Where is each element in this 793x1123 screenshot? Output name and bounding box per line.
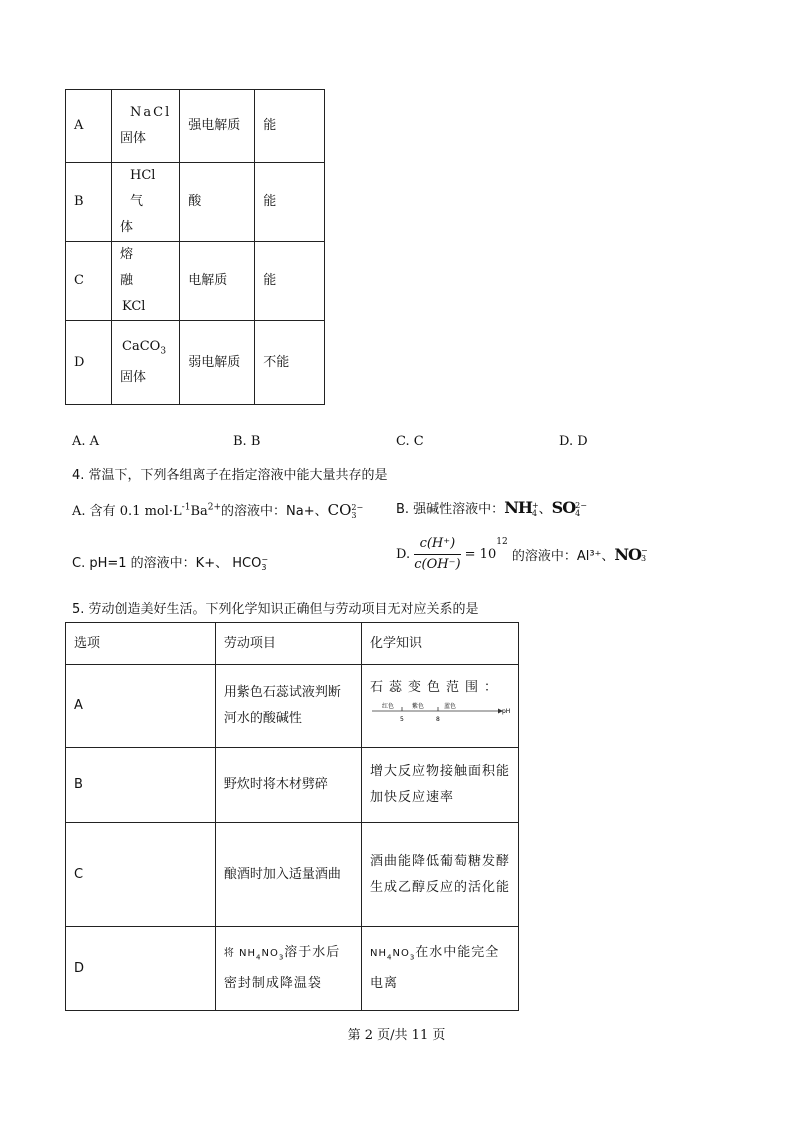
category-cell: 酸 [180, 163, 255, 242]
row-label: B [66, 163, 112, 242]
q4-option-a [72, 500, 363, 520]
category-cell: 弱电解质 [180, 321, 255, 405]
q3-row-b [66, 163, 325, 242]
formula-subscript: 3 [160, 346, 167, 357]
q4-b-ion2: SO [551, 498, 576, 517]
q3-row-d [66, 321, 325, 405]
q4-c-prefix: C. pH=1 的溶液中：K+、 HCO [72, 556, 262, 571]
q4-c-ion-charge: − 3 [261, 554, 269, 572]
substance-line1: NaCl [130, 105, 172, 120]
knowledge-cell: 增大反应物接触面积能加快反应速率 [362, 748, 519, 823]
sub-3: 3 [409, 953, 416, 962]
sub-4: 4 [256, 953, 262, 962]
q3-option-b: B. B [233, 434, 261, 449]
substance-cell [112, 90, 180, 163]
q4-a-prefix: A. 含有 0.1 mol·L [72, 504, 182, 519]
label-blue: 蓝色 [444, 703, 457, 710]
litmus-ph-scale [370, 701, 510, 727]
knowledge-cell [362, 927, 519, 1011]
knowledge-post: 在水中能完全电离 [370, 945, 500, 991]
q5-stem: 5. 劳动创造美好生活。下列化学知识正确但与劳动项目无对应关系的是 [72, 602, 479, 617]
q3-option-d: D. D [559, 434, 588, 449]
header-knowledge: 化学知识 [362, 623, 519, 665]
q3-table [65, 89, 325, 405]
answer-cell: 能 [255, 90, 325, 163]
substance-line1: HCl 气 [130, 168, 156, 209]
q3-option-a: A. A [72, 434, 100, 449]
substance-line2: 固体 [120, 131, 147, 146]
knowledge-pre: NH [370, 948, 387, 960]
header-option: 选项 [66, 623, 216, 665]
project-mid: NO [261, 948, 279, 960]
tick-label-8: 8 [436, 716, 440, 723]
substance-cell [112, 242, 180, 321]
row-label: B [66, 748, 216, 823]
q4-d-exp: 12 [496, 537, 508, 547]
q4-a-ion-charge: 2− 3 [351, 502, 364, 520]
q3-row-c [66, 242, 325, 321]
q4-b-sep: 、 [538, 502, 552, 517]
q5-row-a [66, 665, 519, 748]
row-label: C [66, 242, 112, 321]
q4-b-ion1-charge: + 4 [531, 500, 539, 518]
q4-a-sup: -1 [181, 502, 191, 513]
q5-row-c [66, 823, 519, 927]
project-cell: 野炊时将木材劈碎 [215, 748, 361, 823]
q4-a-ion: CO [327, 501, 352, 519]
q4-d-ion: NO [614, 545, 641, 564]
project-cell: 酿酒时加入适量酒曲 [215, 823, 361, 927]
q4-option-b [396, 498, 587, 518]
q5-row-b [66, 748, 519, 823]
substance-line2: 固体 [120, 369, 147, 385]
answer-cell: 能 [255, 242, 325, 321]
page-footer: 第 2 页/共 11 页 [347, 1028, 446, 1043]
project-cell: 用紫色石蕊试液判断河水的酸碱性 [215, 665, 361, 748]
knowledge-cell [362, 665, 519, 748]
q4-d-prefix: D. [396, 547, 411, 562]
tick-label-5: 5 [400, 716, 404, 723]
q4-d-denominator: c(OH⁻) [414, 557, 461, 572]
q5-header-row [66, 623, 519, 665]
knowledge-mid: NO [392, 948, 410, 960]
substance-line2: KCl [122, 299, 146, 314]
q4-stem: 4. 常温下，下列各组离子在指定溶液中能大量共存的是 [72, 468, 388, 483]
q5-row-d [66, 927, 519, 1011]
q4-a-mid: Ba [190, 504, 208, 519]
q4-a-suffix: 的溶液中：Na+、 [221, 504, 328, 519]
row-label: C [66, 823, 216, 927]
substance-cell [112, 163, 180, 242]
q4-b-ion1: NH [504, 498, 532, 517]
substance-line2: 体 [120, 220, 134, 235]
sub-4: 4 [387, 953, 393, 962]
q4-d-ion-charge: − 3 [640, 545, 648, 563]
row-label: D [66, 927, 216, 1011]
category-cell: 强电解质 [180, 90, 255, 163]
substance-line1 [120, 334, 171, 365]
q4-d-fraction [414, 534, 460, 575]
knowledge-cell: 酒曲能降低葡萄糖发酵生成乙醇反应的活化能 [362, 823, 519, 927]
q4-d-suffix: 的溶液中：Al³⁺、 [511, 549, 615, 564]
project-cell [215, 927, 361, 1011]
knowledge-text: 石蕊变色范围： [370, 680, 504, 695]
project-post: 溶于水后密封制成降温袋 [223, 945, 341, 991]
q4-option-c [72, 552, 268, 572]
label-purple: 紫色 [412, 703, 425, 710]
category-cell: 电解质 [180, 242, 255, 321]
header-project: 劳动项目 [215, 623, 361, 665]
answer-cell: 能 [255, 163, 325, 242]
project-pre: 将 NH [223, 948, 256, 960]
q4-d-numerator: c(H⁺) [414, 534, 460, 555]
sub-3: 3 [278, 953, 285, 962]
q4-d-eq: = 10 [464, 547, 497, 562]
formula-text: CaCO [122, 339, 161, 355]
q4-option-d [396, 534, 648, 575]
label-red: 红色 [382, 703, 395, 710]
q3-row-a [66, 90, 325, 163]
q4-b-prefix: B. 强碱性溶液中： [396, 502, 505, 517]
axis-label-ph: pH [502, 708, 510, 715]
q4-b-ion2-charge: 2− 4 [575, 500, 587, 518]
answer-cell: 不能 [255, 321, 325, 405]
row-label: A [66, 665, 216, 748]
substance-line1: 熔 融 [120, 247, 160, 288]
substance-cell [112, 321, 180, 405]
q4-a-sup2: 2+ [207, 502, 222, 513]
row-label: A [66, 90, 112, 163]
q3-option-c: C. C [396, 434, 424, 449]
q5-table [65, 622, 519, 1011]
row-label: D [66, 321, 112, 405]
